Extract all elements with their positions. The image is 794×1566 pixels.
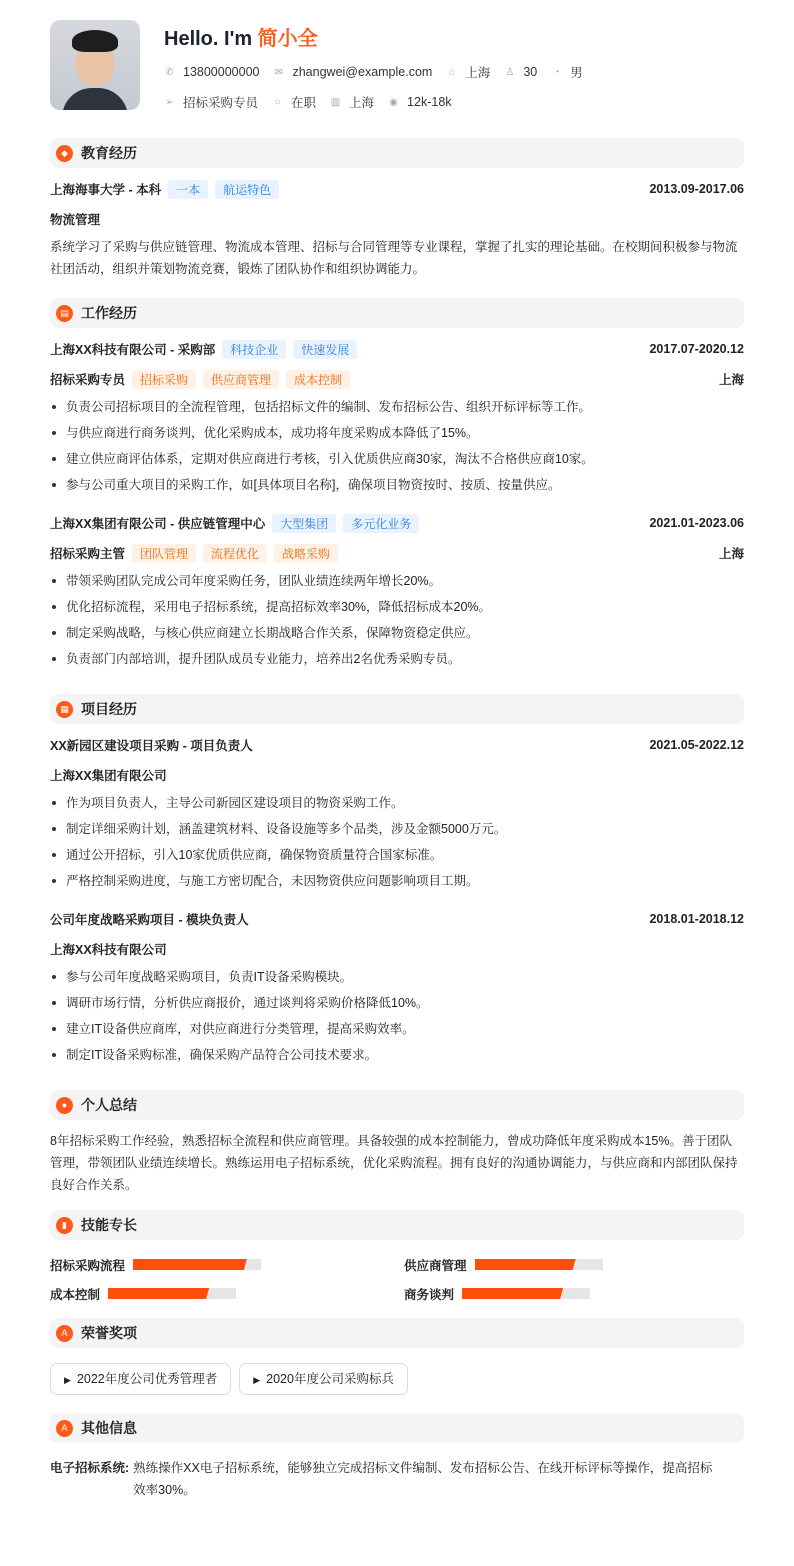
skill-name: 商务谈判 xyxy=(404,1287,455,1302)
resume xyxy=(50,20,744,1501)
tag: 一本 xyxy=(168,180,208,199)
building-icon: ▥ xyxy=(330,96,341,108)
list-item: 建立IT设备供应商库，对供应商进行分类管理，提高采购效率。 xyxy=(50,1016,744,1042)
section-title: 其他信息 xyxy=(81,1420,137,1436)
job-left xyxy=(50,340,357,359)
job-header xyxy=(50,508,744,538)
list-item: 制定IT设备采购标准，确保采购产品符合公司技术要求。 xyxy=(50,1042,744,1068)
section-title: 个人总结 xyxy=(81,1097,137,1113)
skill-bar-fill xyxy=(462,1288,563,1299)
bullet-list xyxy=(50,568,744,672)
list-item: 负责公司招标项目的全流程管理，包括招标文件的编制、发布招标公告、组织开标评标等工作。 xyxy=(50,394,744,420)
skill-item xyxy=(404,1250,744,1279)
list-item: 严格控制采购进度，与施工方密切配合，未因物资供应问题影响项目工期。 xyxy=(50,868,744,894)
city: 上海 xyxy=(465,66,491,80)
job-left xyxy=(50,514,419,533)
skill-bar xyxy=(475,1259,603,1270)
briefcase-icon: ▤ xyxy=(56,305,73,322)
list-item: 制定采购战略，与核心供应商建立长期战略合作关系，保障物资稳定供应。 xyxy=(50,620,744,646)
salary-icon: ◉ xyxy=(389,96,398,108)
tag: 多元化业务 xyxy=(343,514,419,533)
tag: 快速发展 xyxy=(293,340,357,359)
project-org: 上海XX科技有限公司 xyxy=(50,943,167,957)
skill-item xyxy=(50,1279,404,1308)
section-summary xyxy=(50,1090,744,1120)
profile-header xyxy=(50,20,744,110)
education-row xyxy=(50,174,744,204)
tag: 成本控制 xyxy=(286,370,350,389)
skill-bar-fill xyxy=(475,1259,576,1270)
section-title: 荣誉奖项 xyxy=(81,1325,137,1341)
section-title: 教育经历 xyxy=(81,145,137,161)
skill-bar xyxy=(108,1288,236,1299)
role-left xyxy=(50,544,338,563)
user-icon: ● xyxy=(56,1097,73,1114)
location: 上海 xyxy=(718,547,744,561)
grid-icon: ▦ xyxy=(56,701,73,718)
send-icon: ➢ xyxy=(165,96,174,108)
list-item: 通过公开招标，引入10家优质供应商，确保物资质量符合国家标准。 xyxy=(50,842,744,868)
bullet-list xyxy=(50,790,744,894)
list-item: 优化招标流程，采用电子招标系统，提高招标效率30%，降低招标成本20%。 xyxy=(50,594,744,620)
tag: 大型集团 xyxy=(272,514,336,533)
bullet-list xyxy=(50,394,744,498)
bullet-list xyxy=(50,964,744,1068)
section-other xyxy=(50,1413,744,1443)
section-education xyxy=(50,138,744,168)
summary-text: 8年招标采购工作经验，熟悉招标全流程和供应商管理。具备较强的成本控制能力，曾成功降低年度采购成本15%。善于团队管理，带领团队业绩连续增长。熟练运用电子招标系统，优化采购流程。拥有良好的沟通协调能力，与供应商和内部团队保持良好合作关系。 xyxy=(50,1134,738,1192)
tag: 供应商管理 xyxy=(203,370,279,389)
award-item: ▶ 2022年度公司优秀管理者 xyxy=(50,1363,231,1395)
list-item: 调研市场行情，分析供应商报价，通过谈判将采购价格降低10%。 xyxy=(50,990,744,1016)
company: 上海XX科技有限公司 - 采购部 xyxy=(50,343,216,357)
award-icon: A xyxy=(56,1325,73,1342)
tag: 团队管理 xyxy=(132,544,196,563)
triangle-icon: ▶ xyxy=(64,1375,71,1385)
award-item: ▶ 2020年度公司采购标兵 xyxy=(239,1363,408,1395)
project-name: XX新园区建设项目采购 - 项目负责人 xyxy=(50,739,253,753)
location: 上海 xyxy=(718,373,744,387)
status: 在职 xyxy=(291,96,317,110)
skill-item xyxy=(50,1250,404,1279)
mail-icon: ✉ xyxy=(274,66,284,78)
chart-icon: ▮ xyxy=(56,1217,73,1234)
tag: 流程优化 xyxy=(203,544,267,563)
phone: 13800000000 xyxy=(183,65,260,79)
skill-name: 招标采购流程 xyxy=(50,1258,126,1273)
skill-bar-fill xyxy=(133,1259,247,1270)
tag: 航运特色 xyxy=(215,180,279,199)
greeting: Hello. I'm 简小全 xyxy=(164,28,318,50)
project-header xyxy=(50,904,744,934)
email: zhangwei@example.com xyxy=(292,65,433,79)
period: 2018.01-2018.12 xyxy=(649,912,744,926)
other-info xyxy=(50,1457,744,1501)
skill-name: 供应商管理 xyxy=(404,1258,467,1273)
section-awards xyxy=(50,1318,744,1348)
education-desc: 系统学习了采购与供应链管理、物流成本管理、招标与合同管理等专业课程，掌握了扎实的理论基础。在校期间积极参与物流社团活动，组织并策划物流竞赛，锻炼了团队协作和组织协调能力。 xyxy=(50,240,738,276)
company: 上海XX集团有限公司 - 供应链管理中心 xyxy=(50,517,266,531)
skill-bar xyxy=(133,1259,261,1270)
other-label: 电子招标系统: xyxy=(50,1461,130,1475)
avatar xyxy=(50,20,140,110)
list-item: 参与公司年度战略采购项目，负责IT设备采购模块。 xyxy=(50,964,744,990)
period: 2017.07-2020.12 xyxy=(649,342,744,356)
section-title: 工作经历 xyxy=(81,305,137,321)
list-item: 建立供应商评估体系，定期对供应商进行考核，引入优质供应商30家，淘汰不合格供应商10家。 xyxy=(50,446,744,472)
skill-item xyxy=(404,1279,744,1308)
home-icon: ⌂ xyxy=(448,66,455,78)
work-city: 上海 xyxy=(349,96,375,110)
section-projects xyxy=(50,694,744,724)
tag: 招标采购 xyxy=(132,370,196,389)
gender-icon: ◔ xyxy=(553,66,560,78)
salary: 12k-18k xyxy=(407,95,452,109)
project-name: 公司年度战略采购项目 - 模块负责人 xyxy=(50,913,249,927)
age: 30 xyxy=(523,65,538,79)
section-title: 项目经历 xyxy=(81,701,137,717)
section-work xyxy=(50,298,744,328)
name: 简小全 xyxy=(257,28,318,50)
tag: 战略采购 xyxy=(274,544,338,563)
period: 2021.01-2023.06 xyxy=(649,516,744,530)
phone-icon: ✆ xyxy=(165,66,174,78)
role-row xyxy=(50,364,744,394)
list-item: 参与公司重大项目的采购工作，如[具体项目名称]，确保项目物资按时、按质、按量供应。 xyxy=(50,472,744,498)
role: 招标采购主管 xyxy=(50,547,126,561)
list-item: 制定详细采购计划，涵盖建筑材料、设备设施等多个品类，涉及金额5000万元。 xyxy=(50,816,744,842)
role-row xyxy=(50,538,744,568)
cake-icon: ♙ xyxy=(505,66,515,78)
other-text: 熟练操作XX电子招标系统，能够独立完成招标文件编制、发布招标公告、在线开标评标等操作，提高招标效率30%。 xyxy=(133,1461,713,1497)
tag: 科技企业 xyxy=(222,340,286,359)
list-item: 与供应商进行商务谈判，优化采购成本，成功将年度采购成本降低了15%。 xyxy=(50,420,744,446)
award-icon: A xyxy=(56,1420,73,1437)
list-item: 负责部门内部培训，提升团队成员专业能力，培养出2名优秀采购专员。 xyxy=(50,646,744,672)
skill-bar-fill xyxy=(108,1288,209,1299)
skill-bar xyxy=(462,1288,590,1299)
section-skills xyxy=(50,1210,744,1240)
gender: 男 xyxy=(570,66,583,80)
project-header xyxy=(50,730,744,760)
position: 招标采购专员 xyxy=(183,96,259,110)
major: 物流管理 xyxy=(50,213,101,227)
triangle-icon: ▶ xyxy=(253,1375,261,1385)
role: 招标采购专员 xyxy=(50,373,126,387)
graduation-cap-icon: ◆ xyxy=(56,145,73,162)
period: 2013.09-2017.06 xyxy=(649,182,744,196)
role-left xyxy=(50,370,350,389)
school: 上海海事大学 - 本科 xyxy=(50,183,162,197)
list-item: 作为项目负责人，主导公司新园区建设项目的物资采购工作。 xyxy=(50,790,744,816)
list-item: 带领采购团队完成公司年度采购任务，团队业绩连续两年增长20%。 xyxy=(50,568,744,594)
status-icon: ○ xyxy=(274,96,281,108)
section-title: 技能专长 xyxy=(81,1217,137,1233)
job-header xyxy=(50,334,744,364)
skill-name: 成本控制 xyxy=(50,1287,101,1302)
project-org: 上海XX集团有限公司 xyxy=(50,769,167,783)
period: 2021.05-2022.12 xyxy=(649,738,744,752)
